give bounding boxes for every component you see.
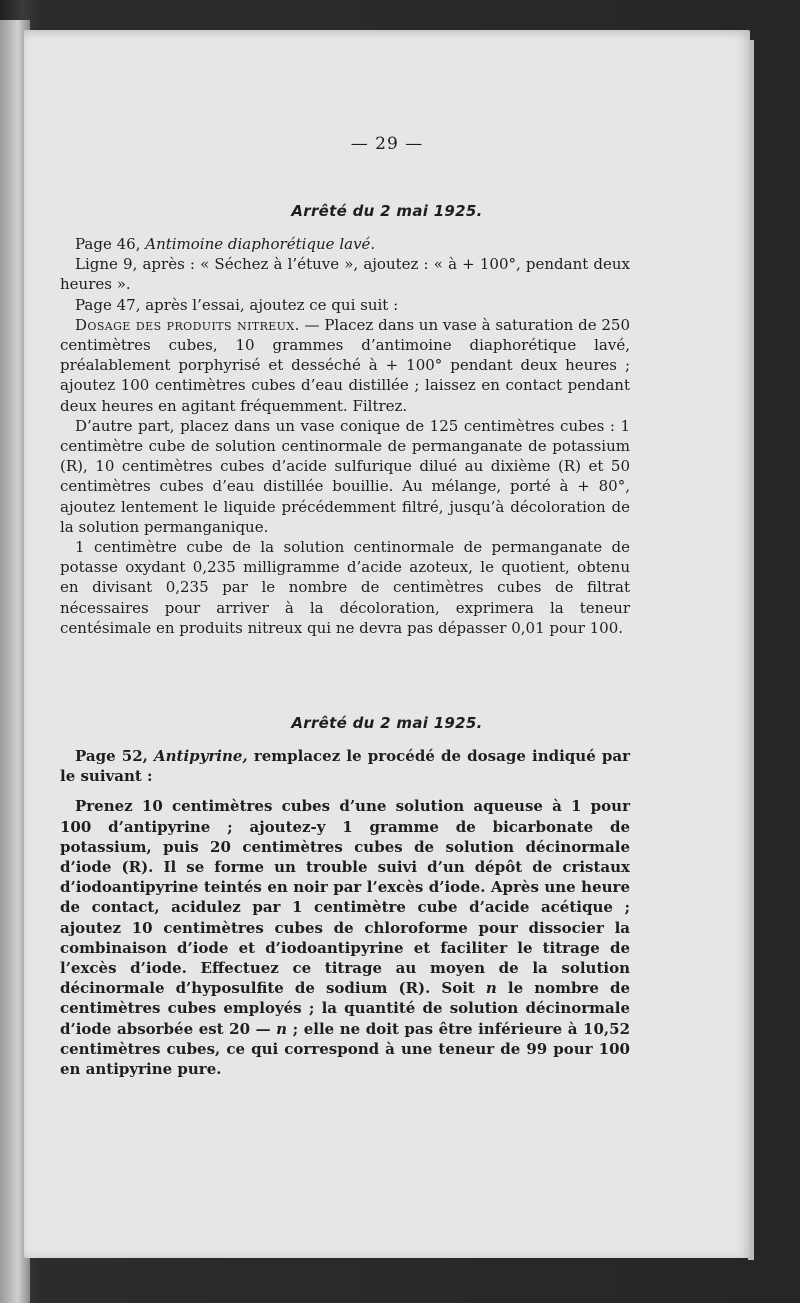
- section2-para2-part1: Prenez 10 centimètres cubes d’une solution aqueuse à 1 pour 100 d’antipyrine ; ajoutez-y 1 gramme de bicarbonate de potassium, puis 20 centimètres cubes de solution décinormale d’iode (R). Il se forme un trouble suivi d’un dépôt de cristaux d’iodoantipyrine teintés en noir par l’excès d’iode. Après une heure de contact, acidulez par 1 centimètre cube d’acide acétique ; ajoutez 10 centimètres cubes de chloroforme pour dissocier la combinaison d’iode et d’iodoantipyrine et faciliter le titrage de l’excès d’iode. Effectuez ce titrage au moyen de la solution décinormale d’hyposulfite de sodium (R). Soit: [60, 797, 630, 998]
- section1-line1: [60, 234, 630, 254]
- section2-body: [60, 746, 630, 1079]
- section2-para2-part3: ; elle ne doit pas être inférieure à 10,52 centimètres cubes, ce qui correspond à une teneur de 99 pour 100 en antipyrine pure.: [60, 1019, 631, 1079]
- section1-line1-italic: Antimoine diaphorétique lavé.: [145, 235, 376, 253]
- section1-para3: 1 centimètre cube de la solution centinormale de permanganate de potasse oxydant 0,235 milligramme d’acide azoteux, le quotient, obtenu en divisant 0,235 par le nombre de centimètres cubes de filtrat nécessaires pour arriver à la décoloration, exprimera la teneur centésimale en produits nitreux qui ne devra pas dépasser 0,01 pour 100.: [60, 538, 630, 637]
- section2-para1-italic: Antipyrine,: [154, 747, 248, 765]
- section1-para1: [60, 315, 630, 416]
- section2-heading: Arrêté du 2 mai 1925.: [291, 714, 483, 732]
- section1-para1-text: — Placez dans un vase à saturation de 250 centimètres cubes, 10 grammes d’antimoine diaphorétique lavé, préalablement porphyrisé et desséché à + 100° pendant deux heures ; ajoutez 100 centimètres cubes d’eau distillée ; laissez en contact pendant deux heures en agitant fréquemment. Filtrez.: [60, 315, 631, 415]
- section1-para2: D’autre part, placez dans un vase conique de 125 centimètres cubes : 1 centimètre cube de solution centinormale de permanganate de potassium (R), 10 centimètres cubes d’acide sulfurique dilué au dixième (R) et 50 centimètres cubes d’eau distillée bouillie. Au mélange, porté à + 80°, ajoutez lentement le liquide précédemment filtré, jusqu’à décoloration de la solution permanganique.: [60, 416, 630, 536]
- section2-para1-text: remplacez le procédé de dosage indiqué par le suivant :: [60, 747, 630, 786]
- section1-line3: Page 47, après l’essai, ajoutez ce qui suit :: [75, 295, 399, 314]
- section1-line2: Ligne 9, après : « Séchez à l’étuve », ajoutez : « à + 100°, pendant deux heures ».: [60, 255, 630, 294]
- section1-line1-prefix: Page 46,: [75, 235, 146, 253]
- section2-para1: [60, 746, 630, 786]
- section1-body: [60, 234, 630, 638]
- section2-para1-prefix: Page 52,: [75, 747, 155, 765]
- page-number: — 29 —: [350, 134, 424, 154]
- section2-para2: [60, 796, 630, 1079]
- section2-para2-var-n2: n: [276, 1019, 288, 1038]
- section1-heading: Arrêté du 2 mai 1925.: [291, 202, 483, 220]
- section1-para1-title: Dosage des produits nitreux.: [75, 315, 300, 334]
- section2-para2-part2: le nombre de centimètres cubes employés ; la quantité de solution décinormale d’iode absorbée est 20 —: [60, 979, 630, 1038]
- document-page: [24, 30, 750, 1258]
- section2-para2-var-n: n: [485, 979, 497, 998]
